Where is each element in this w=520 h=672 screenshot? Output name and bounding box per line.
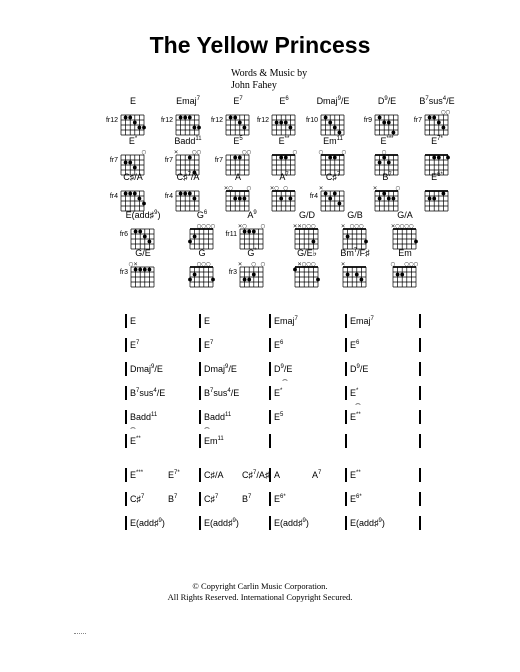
bar-line <box>419 362 421 376</box>
bar-line <box>345 338 347 352</box>
open-string-mark: ○ <box>358 223 364 230</box>
open-string-mark: ○ <box>246 149 252 156</box>
muted-string-mark: × <box>269 185 275 192</box>
chart-chord: Emaj$^7$ <box>274 316 298 326</box>
muted-string-mark: × <box>133 261 138 268</box>
bar-line <box>419 410 421 424</box>
muted-string-mark: × <box>372 185 378 192</box>
bar-line <box>419 492 421 506</box>
chord-name: C♯/A <box>123 172 143 182</box>
fret-number: fr4 <box>164 193 173 200</box>
bar-line <box>125 468 127 482</box>
muted-string-mark: × <box>340 223 346 230</box>
open-string-mark: ○ <box>201 261 207 268</box>
chord-name: E <box>129 96 136 106</box>
bar-line <box>199 410 201 424</box>
bar-line <box>199 314 201 328</box>
muted-string-mark: × <box>173 149 179 156</box>
open-string-mark: ○ <box>260 261 266 268</box>
fret-number: fr12 <box>160 117 173 124</box>
open-string-mark: ○ <box>318 149 324 156</box>
bar-line <box>199 516 201 530</box>
chart-chord: A <box>274 470 281 480</box>
chord-name: E** <box>278 136 290 146</box>
chord-name: C♯$^7$/A <box>176 172 200 182</box>
fermata-icon: ⌢ <box>355 398 361 408</box>
chart-chord: C♯$^7$ <box>130 494 145 504</box>
open-string-mark: ○ <box>241 149 247 156</box>
chord-name: G <box>198 248 206 258</box>
open-string-mark: ○ <box>201 223 207 230</box>
bar-line <box>419 516 421 530</box>
credit-line-1: Words & Music by <box>231 68 308 79</box>
chord-name: G/E♭ <box>297 248 317 258</box>
bar-line <box>269 338 271 352</box>
open-string-mark: ○ <box>301 261 307 268</box>
muted-string-mark: × <box>237 223 243 230</box>
open-string-mark: ○ <box>242 223 248 230</box>
bar-line <box>345 386 347 400</box>
chart-chord: Emaj$^7$ <box>350 316 374 326</box>
open-string-mark: ○ <box>196 261 202 268</box>
fret-number: fr3 <box>119 269 128 276</box>
open-string-mark: ○ <box>274 185 280 192</box>
chord-name: $E^6$ <box>279 96 289 106</box>
open-string-mark: ○ <box>260 223 266 230</box>
open-string-mark: ○ <box>404 261 410 268</box>
chart-chord: Dmaj$^9$/E <box>130 364 163 374</box>
fret-number: fr7 <box>413 117 422 124</box>
muted-string-mark: × <box>237 261 243 268</box>
chart-chord: $B^7$ <box>242 494 252 504</box>
bar-line <box>269 410 271 424</box>
chart-chord: C♯/A <box>204 470 224 480</box>
chart-chord: $E^7$ <box>204 340 214 350</box>
chord-name: $E^7$ <box>233 96 243 106</box>
chart-chord: E* <box>350 388 359 398</box>
open-string-mark: ○ <box>196 223 202 230</box>
bar-line <box>345 314 347 328</box>
open-string-mark: ○ <box>251 261 257 268</box>
open-string-mark: ○ <box>283 185 289 192</box>
fermata-icon: ⌢ <box>204 422 210 432</box>
bar-line <box>125 386 127 400</box>
open-string-mark: ○ <box>210 223 216 230</box>
open-string-mark: ○ <box>306 223 312 230</box>
chart-chord: $D^9/E$ <box>350 364 369 374</box>
chord-name: $E^{7*}$ <box>431 136 443 146</box>
fret-number: fr11 <box>225 231 237 238</box>
bar-line <box>269 434 271 448</box>
fret-number: fr12 <box>210 117 223 124</box>
chart-chord: $D^9/E$ <box>274 364 293 374</box>
open-string-mark: ○ <box>310 261 316 268</box>
open-string-mark: ○ <box>408 223 414 230</box>
fret-number: fr12 <box>105 117 118 124</box>
muted-string-mark: × <box>297 261 302 268</box>
chord-name: Dmaj$^9$/E <box>316 96 350 106</box>
fret-number: fr3 <box>228 269 237 276</box>
fret-number: fr4 <box>309 193 318 200</box>
copyright-line-2: All Rights Reserved. International Copyright Secured. <box>167 592 353 602</box>
fermata-icon: ⌢ <box>130 422 136 432</box>
chart-chord: Badd$^{11}$ <box>204 412 232 422</box>
chart-chord: E(add♯$^9$) <box>130 518 165 528</box>
chart-chord: C♯$^7$/A♯ <box>242 470 270 480</box>
bar-line <box>125 338 127 352</box>
chart-chord: $A^7$ <box>312 470 322 480</box>
chart-chord: E** <box>130 436 141 446</box>
fret-number: fr7 <box>109 157 118 164</box>
bar-line <box>199 468 201 482</box>
muted-string-mark: × <box>223 185 229 192</box>
fret-number: fr10 <box>305 117 318 124</box>
song-title: The Yellow Princess <box>149 32 371 58</box>
bar-line <box>199 362 201 376</box>
chart-chord: E <box>204 316 211 326</box>
chord-name: E(add♯$^9$) <box>125 210 161 220</box>
bar-line <box>345 362 347 376</box>
muted-string-mark: × <box>318 185 324 192</box>
bar-line <box>345 468 347 482</box>
chart-chord: $B^7sus^4/E$ <box>204 388 240 398</box>
open-string-mark: ○ <box>395 185 401 192</box>
bar-line <box>125 434 127 448</box>
chord-name: $B^7sus^4/E$ <box>419 96 455 106</box>
bar-line <box>345 492 347 506</box>
fret-number: fr7 <box>214 157 223 164</box>
bar-line <box>125 410 127 424</box>
bar-line <box>345 434 347 448</box>
chart-chord: E* <box>274 388 283 398</box>
fret-number: fr12 <box>256 117 269 124</box>
open-string-mark: ○ <box>306 261 312 268</box>
open-string-mark: ○ <box>292 149 298 156</box>
fermata-icon: ⌢ <box>282 374 288 384</box>
fret-number: fr4 <box>109 193 118 200</box>
fret-number: fr9 <box>363 117 372 124</box>
bar-line <box>269 516 271 530</box>
chart-chord: $B^7$ <box>168 494 178 504</box>
bar-line <box>345 410 347 424</box>
chord-name: Emaj$^7$ <box>176 96 200 106</box>
open-string-mark: ○ <box>141 149 147 156</box>
chart-chord: E** <box>350 470 361 480</box>
chord-name: $D^9/E$ <box>377 96 397 106</box>
bar-line <box>199 338 201 352</box>
chart-chord: Badd$^{11}$ <box>130 412 158 422</box>
bar-line <box>419 386 421 400</box>
chord-name: Badd$^{11}$ <box>174 136 202 146</box>
credit-composer: John Fahey <box>231 80 277 91</box>
chart-chord: $E^5$ <box>274 412 284 422</box>
open-string-mark: ○ <box>395 223 401 230</box>
bar-line <box>125 516 127 530</box>
chord-name: $E^{6*}$ <box>431 172 443 182</box>
bar-line <box>419 468 421 482</box>
chart-chord: $E^6$ <box>350 340 360 350</box>
fret-number: fr6 <box>119 231 128 238</box>
muted-string-mark: × <box>297 223 302 230</box>
bar-line <box>269 386 271 400</box>
chord-name: $E^5$ <box>233 136 243 146</box>
open-string-mark: ○ <box>413 261 419 268</box>
open-string-mark: ○ <box>205 223 211 230</box>
open-string-mark: ○ <box>128 261 134 268</box>
open-string-mark: ○ <box>408 261 414 268</box>
open-string-mark: ○ <box>349 223 355 230</box>
page-marker <box>74 633 86 637</box>
bar-line <box>125 362 127 376</box>
bar-line <box>419 434 421 448</box>
chart-chord: E <box>130 316 137 326</box>
chord-name: $A^9$ <box>247 210 257 220</box>
chart-chord: $E^{7*}$ <box>168 470 180 480</box>
bar-line <box>269 314 271 328</box>
open-string-mark: ○ <box>191 149 197 156</box>
open-string-mark: ○ <box>228 185 234 192</box>
chart-chord: E(add♯$^9$) <box>350 518 385 528</box>
open-string-mark: ○ <box>404 223 410 230</box>
chart-chord: $E^7$ <box>130 340 140 350</box>
chart-chord: $E^{6*}$ <box>350 494 362 504</box>
bar-line <box>269 492 271 506</box>
chord-name: $G^6$ <box>196 210 208 220</box>
open-string-mark: ○ <box>381 149 387 156</box>
chart-chord: Em$^{11}$ <box>204 436 224 446</box>
open-string-mark: ○ <box>390 261 396 268</box>
chart-chord: E(add♯$^9$) <box>274 518 309 528</box>
copyright-line-1: © Copyright Carlin Music Corporation. <box>192 581 328 591</box>
bar-line <box>199 434 201 448</box>
chord-name: A <box>234 172 241 182</box>
open-string-mark: ○ <box>196 149 202 156</box>
chord-name: G* <box>247 248 257 258</box>
muted-string-mark: × <box>390 223 396 230</box>
chart-chord: $B^7sus^4/E$ <box>130 388 166 398</box>
bar-line <box>419 314 421 328</box>
muted-string-mark: × <box>340 261 346 268</box>
chord-name: Bm$^7$/F♯ <box>340 248 370 258</box>
open-string-mark: ○ <box>301 223 307 230</box>
chord-name: Em$^{11}$ <box>323 136 343 146</box>
open-string-mark: ○ <box>205 261 211 268</box>
bar-line <box>269 362 271 376</box>
open-string-mark: ○ <box>341 149 347 156</box>
chord-name: $A^7$ <box>279 172 289 182</box>
chord-name: $B^7$ <box>382 172 392 182</box>
open-string-mark: ○ <box>246 185 252 192</box>
open-string-mark: ○ <box>354 223 360 230</box>
chord-name: G/B <box>347 210 363 220</box>
chord-name: E*** <box>380 136 394 146</box>
open-string-mark: ○ <box>440 109 446 116</box>
chord-name: E* <box>128 136 138 146</box>
bar-line <box>345 516 347 530</box>
chord-name: C♯$^7$ <box>325 172 341 182</box>
chart-chord: $E^{6*}$ <box>274 494 286 504</box>
chart-chord: E(add♯$^9$) <box>204 518 239 528</box>
chord-name: G/E <box>135 248 151 258</box>
bar-line <box>125 314 127 328</box>
bar-line <box>125 492 127 506</box>
bar-line <box>419 338 421 352</box>
bar-line <box>199 492 201 506</box>
chord-name: G/A <box>397 210 413 220</box>
open-string-mark: ○ <box>399 223 405 230</box>
chord-name: Em <box>398 248 412 258</box>
bar-line <box>199 386 201 400</box>
fret-number: fr7 <box>164 157 173 164</box>
chart-chord: E*** <box>130 470 144 480</box>
open-string-mark: ○ <box>445 109 451 116</box>
chart-chord: E** <box>350 412 361 422</box>
chord-name: G/D <box>298 210 315 220</box>
muted-string-mark: × <box>292 223 298 230</box>
chart-chord: Dmaj$^9$/E <box>204 364 237 374</box>
chart-chord: $E^6$ <box>274 340 284 350</box>
open-string-mark: ○ <box>310 223 316 230</box>
chart-chord: C♯$^7$ <box>204 494 219 504</box>
